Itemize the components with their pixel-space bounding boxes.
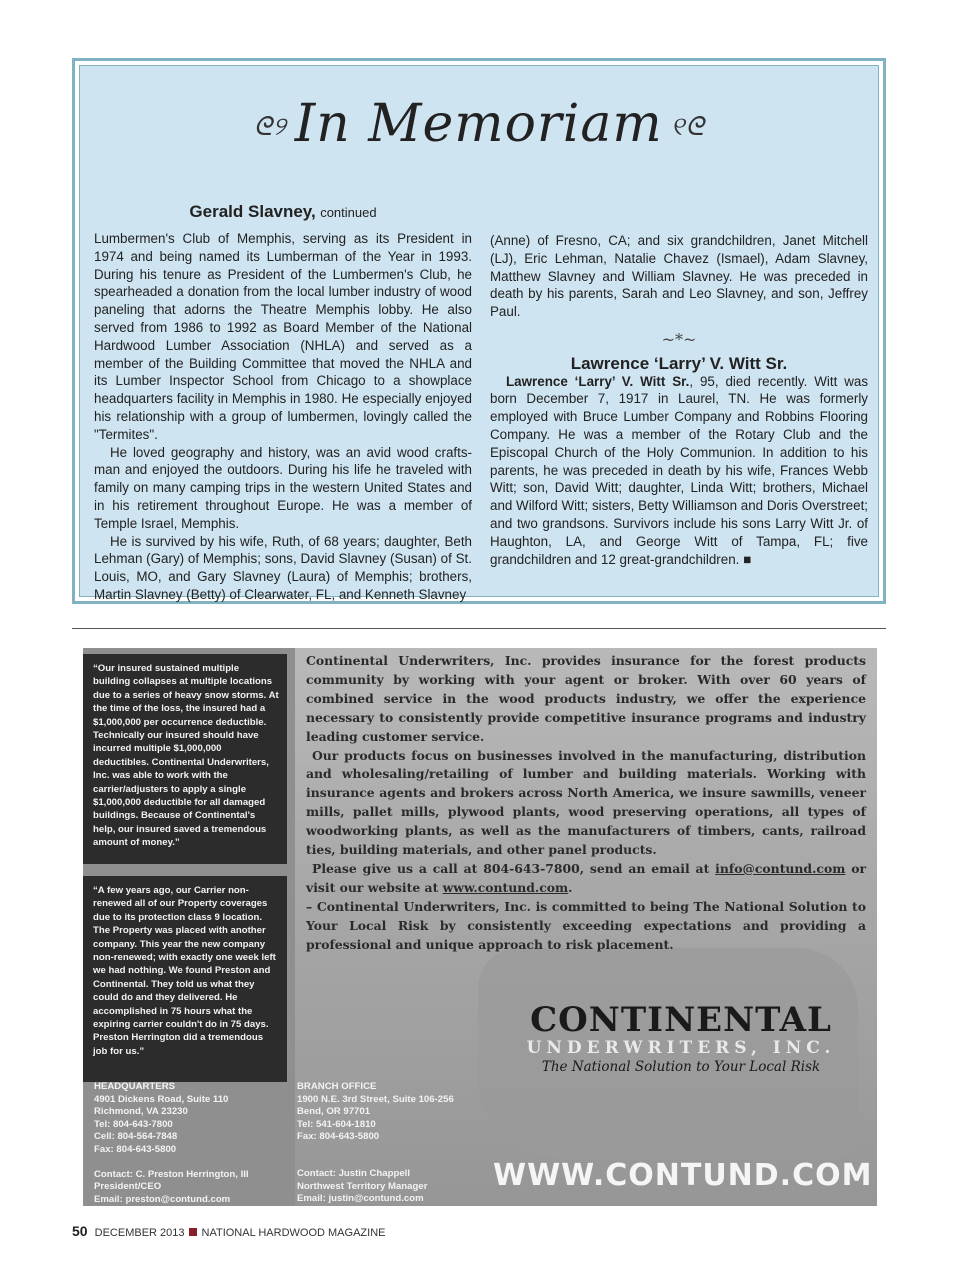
hq-line-2: Richmond, VA 23230 bbox=[94, 1106, 188, 1118]
continental-ad bbox=[83, 648, 877, 1206]
branch-spacer bbox=[297, 1144, 497, 1156]
gerald-paragraph-4: (Anne) of Fresno, CA; and six grandchildren, Janet Mitchell (LJ), Eric Lehman, Natalie Chavez (Ismael), Adam Slavney, Matthew Slavney and William Slavney. He was preceded in death by his parents, Sarah and Leo Slavney, and son, Jeffrey Paul. bbox=[490, 233, 868, 320]
brand-tagline: The National Solution to Your Local Risk bbox=[541, 1059, 821, 1075]
gerald-heading bbox=[94, 202, 472, 222]
ad-paragraph-1: Continental Underwriters, Inc. provides insurance for the forest products community by working with your agent or broker. With over 60 years of combined service in the wood products industry, we offer the experience necessary to consistently provide competitive insurance programs and industry leading customer service. bbox=[306, 653, 866, 744]
in-memoriam-panel bbox=[72, 58, 886, 604]
email-link[interactable]: info@contund.com bbox=[715, 860, 846, 876]
ad-visit-text: or visit our website at bbox=[306, 860, 866, 895]
testimonial-quote-1: “Our insured sustained multiple building collapses at multiple locations due to a series of heavy snow storms. At the time of the loss, the insured had a $1,000,000 per occurrence deductible. Technically our insured should have incurred multiple $1,000,000 deductibles. Continental Underwriters, Inc. was able to work with the carrier/adjusters to apply a single $1,000,000 deductible for all damaged buildings. Because of Continental's help, our insured saved a tremendous amount of money.” bbox=[83, 654, 287, 864]
branch-contact: Contact: Justin Chappell bbox=[297, 1167, 410, 1179]
branch-title: Northwest Territory Manager bbox=[297, 1180, 428, 1192]
ornament-divider-icon: ~*~ bbox=[661, 329, 697, 349]
brand-logo bbox=[511, 1000, 851, 1075]
section-divider bbox=[72, 628, 886, 629]
website-banner[interactable]: WWW.CONTUND.COM bbox=[493, 1158, 873, 1193]
issue-date: DECEMBER 2013 bbox=[94, 1227, 185, 1239]
hq-title: President/CEO bbox=[94, 1181, 162, 1193]
brand-subtitle: UNDERWRITERS, INC. bbox=[526, 1038, 836, 1058]
hq-line-4: Cell: 804-564-7848 bbox=[94, 1131, 178, 1143]
hq-spacer bbox=[94, 1157, 284, 1169]
flourish-left-icon: ᘓ୨ bbox=[253, 112, 287, 142]
section-title bbox=[80, 94, 878, 154]
ad-body-text bbox=[306, 652, 866, 955]
gerald-paragraph-1: Lumbermen's Club of Memphis, serving as its President in 1974 and being named its Lumberman of the Year in 1993. During his tenure as President of the Lumbermen's Club, he spearheaded a donation from the local lumber industry of wood paneling that adorns the Theatre Memphis lobby. He also served from 1986 to 1992 as Board Member of the National Hardwood Lumber Association (NHLA) and served as a member of the Building Committee that moved the NHLA and its Lumber Inspector School from Chicago to a showplace headquarters facility in Memphis in 1980. He especially enjoyed his relationship with a group of lumbermen, lovingly called the "Termites". bbox=[94, 231, 472, 442]
section-title-text: In Memoriam bbox=[294, 94, 663, 154]
continued-label: continued bbox=[320, 205, 377, 220]
ad-period: . bbox=[568, 879, 573, 895]
right-column bbox=[490, 232, 868, 568]
branch-heading: BRANCH OFFICE bbox=[297, 1081, 377, 1092]
website-link[interactable]: www.contund.com bbox=[442, 879, 569, 895]
hq-heading: HEADQUARTERS bbox=[94, 1081, 176, 1092]
brand-name: CONTINENTAL bbox=[530, 1000, 832, 1040]
headquarters-block bbox=[94, 1081, 284, 1206]
branch-office-block bbox=[297, 1081, 497, 1206]
larry-heading: Lawrence ‘Larry’ V. Witt Sr. bbox=[570, 353, 788, 373]
ad-paragraph-2: Our products focus on businesses involved in the manufacturing, distribution and wholesaling/retailing of lumber and building materials. Working with insurance agents and brokers across North America, we insure sawmills, veneer mills, pallet mills, plywood plants, wood preserving operations, all types of woodworking plants, as well as the manufacturers of timbers, cants, railroad ties, building materials, and other panel products. bbox=[306, 747, 866, 858]
gerald-paragraph-2: He loved geography and history, was an avid wood crafts-man and enjoyed the outdoors. During his life he traveled with family on many camping trips in the western United States and in his retirement throughout Europe. He was a member of Temple Israel, Memphis. bbox=[94, 444, 472, 531]
page-number: 50 bbox=[72, 1223, 88, 1239]
hq-line-5: Fax: 804-643-5800 bbox=[94, 1143, 177, 1155]
hq-contact: Contact: C. Preston Herrington, III bbox=[94, 1168, 249, 1180]
branch-line-3: Tel: 541-604-1810 bbox=[297, 1118, 376, 1130]
in-memoriam-inner bbox=[79, 65, 879, 602]
branch-line-2: Bend, OR 97701 bbox=[297, 1106, 371, 1118]
gerald-paragraph-3: He is survived by his wife, Ruth, of 68 years; daughter, Beth Lehman (Gary) of Memphis; sons, David Slavney (Susan) of St. Louis, MO, and Gary Slavney (Laura) of Memphis; brothers, Martin Slavney (Betty) of Clearwater, FL, and Kenneth Slavney bbox=[94, 533, 472, 602]
square-bullet-icon bbox=[189, 1228, 197, 1236]
branch-email[interactable]: Email: justin@contund.com bbox=[297, 1193, 424, 1205]
ad-paragraph-4: – Continental Underwriters, Inc. is committed to being The National Solution to Your Local Risk by consistently exceeding expectations and providing a professional and unique approach to risk placement. bbox=[306, 898, 866, 952]
magazine-name: NATIONAL HARDWOOD MAGAZINE bbox=[201, 1227, 386, 1239]
larry-body: , 95, died recently. Witt was born December 7, 1917 in Laurel, TN. He was formerly employed with Bruce Lumber Company and Robbins Flooring Company. He was a member of the Rotary Club and the Episcopal Church of the Holy Communion. In addition to his parents, he was preceded in death by his wife, Frances Webb Witt; son, David Witt; daughter, Linda Witt; brothers, Michael and Wilford Witt; sisters, Betty Williamson and Doris Overstreet; and two grandsons. Survivors include his sons Larry Witt Jr. of Haughton, LA, and George Witt of Tampa, FL; five grandchildren and 12 great-grandchildren. bbox=[490, 373, 869, 567]
end-mark-icon: ■ bbox=[743, 551, 752, 567]
gerald-name: Gerald Slavney, bbox=[189, 202, 316, 221]
hq-email[interactable]: Email: preston@contund.com bbox=[94, 1193, 231, 1205]
larry-paragraph bbox=[490, 373, 868, 569]
hq-line-1: 4901 Dickens Road, Suite 110 bbox=[94, 1093, 229, 1105]
flourish-right-icon: ୧ᘓ bbox=[670, 112, 705, 142]
branch-line-4: Fax: 804-643-5800 bbox=[297, 1131, 380, 1143]
left-column bbox=[94, 230, 472, 604]
branch-line-1: 1900 N.E. 3rd Street, Suite 106-256 bbox=[297, 1093, 454, 1105]
ad-paragraph-3 bbox=[306, 860, 866, 898]
larry-lead: Lawrence ‘Larry’ V. Witt Sr. bbox=[506, 373, 690, 389]
testimonial-quote-2: “A few years ago, our Carrier non-renewed all of our Property coverages due to its protection class 9 location. The Property was placed with another company. This year the new company non-renewed; with exactly one week left we had nothing. We found Preston and Continental. They told us what they could do and they delivered. He accomplished in 75 hours what the expiring carrier couldn't do in 75 days. Preston Herrington did a tremendous job for us.” bbox=[83, 876, 287, 1082]
branch-spacer-2 bbox=[297, 1156, 497, 1168]
page-footer bbox=[72, 1223, 385, 1239]
ad-call-text: Please give us a call at 804-643-7800, send an email at bbox=[312, 860, 716, 876]
hq-line-3: Tel: 804-643-7800 bbox=[94, 1118, 173, 1130]
